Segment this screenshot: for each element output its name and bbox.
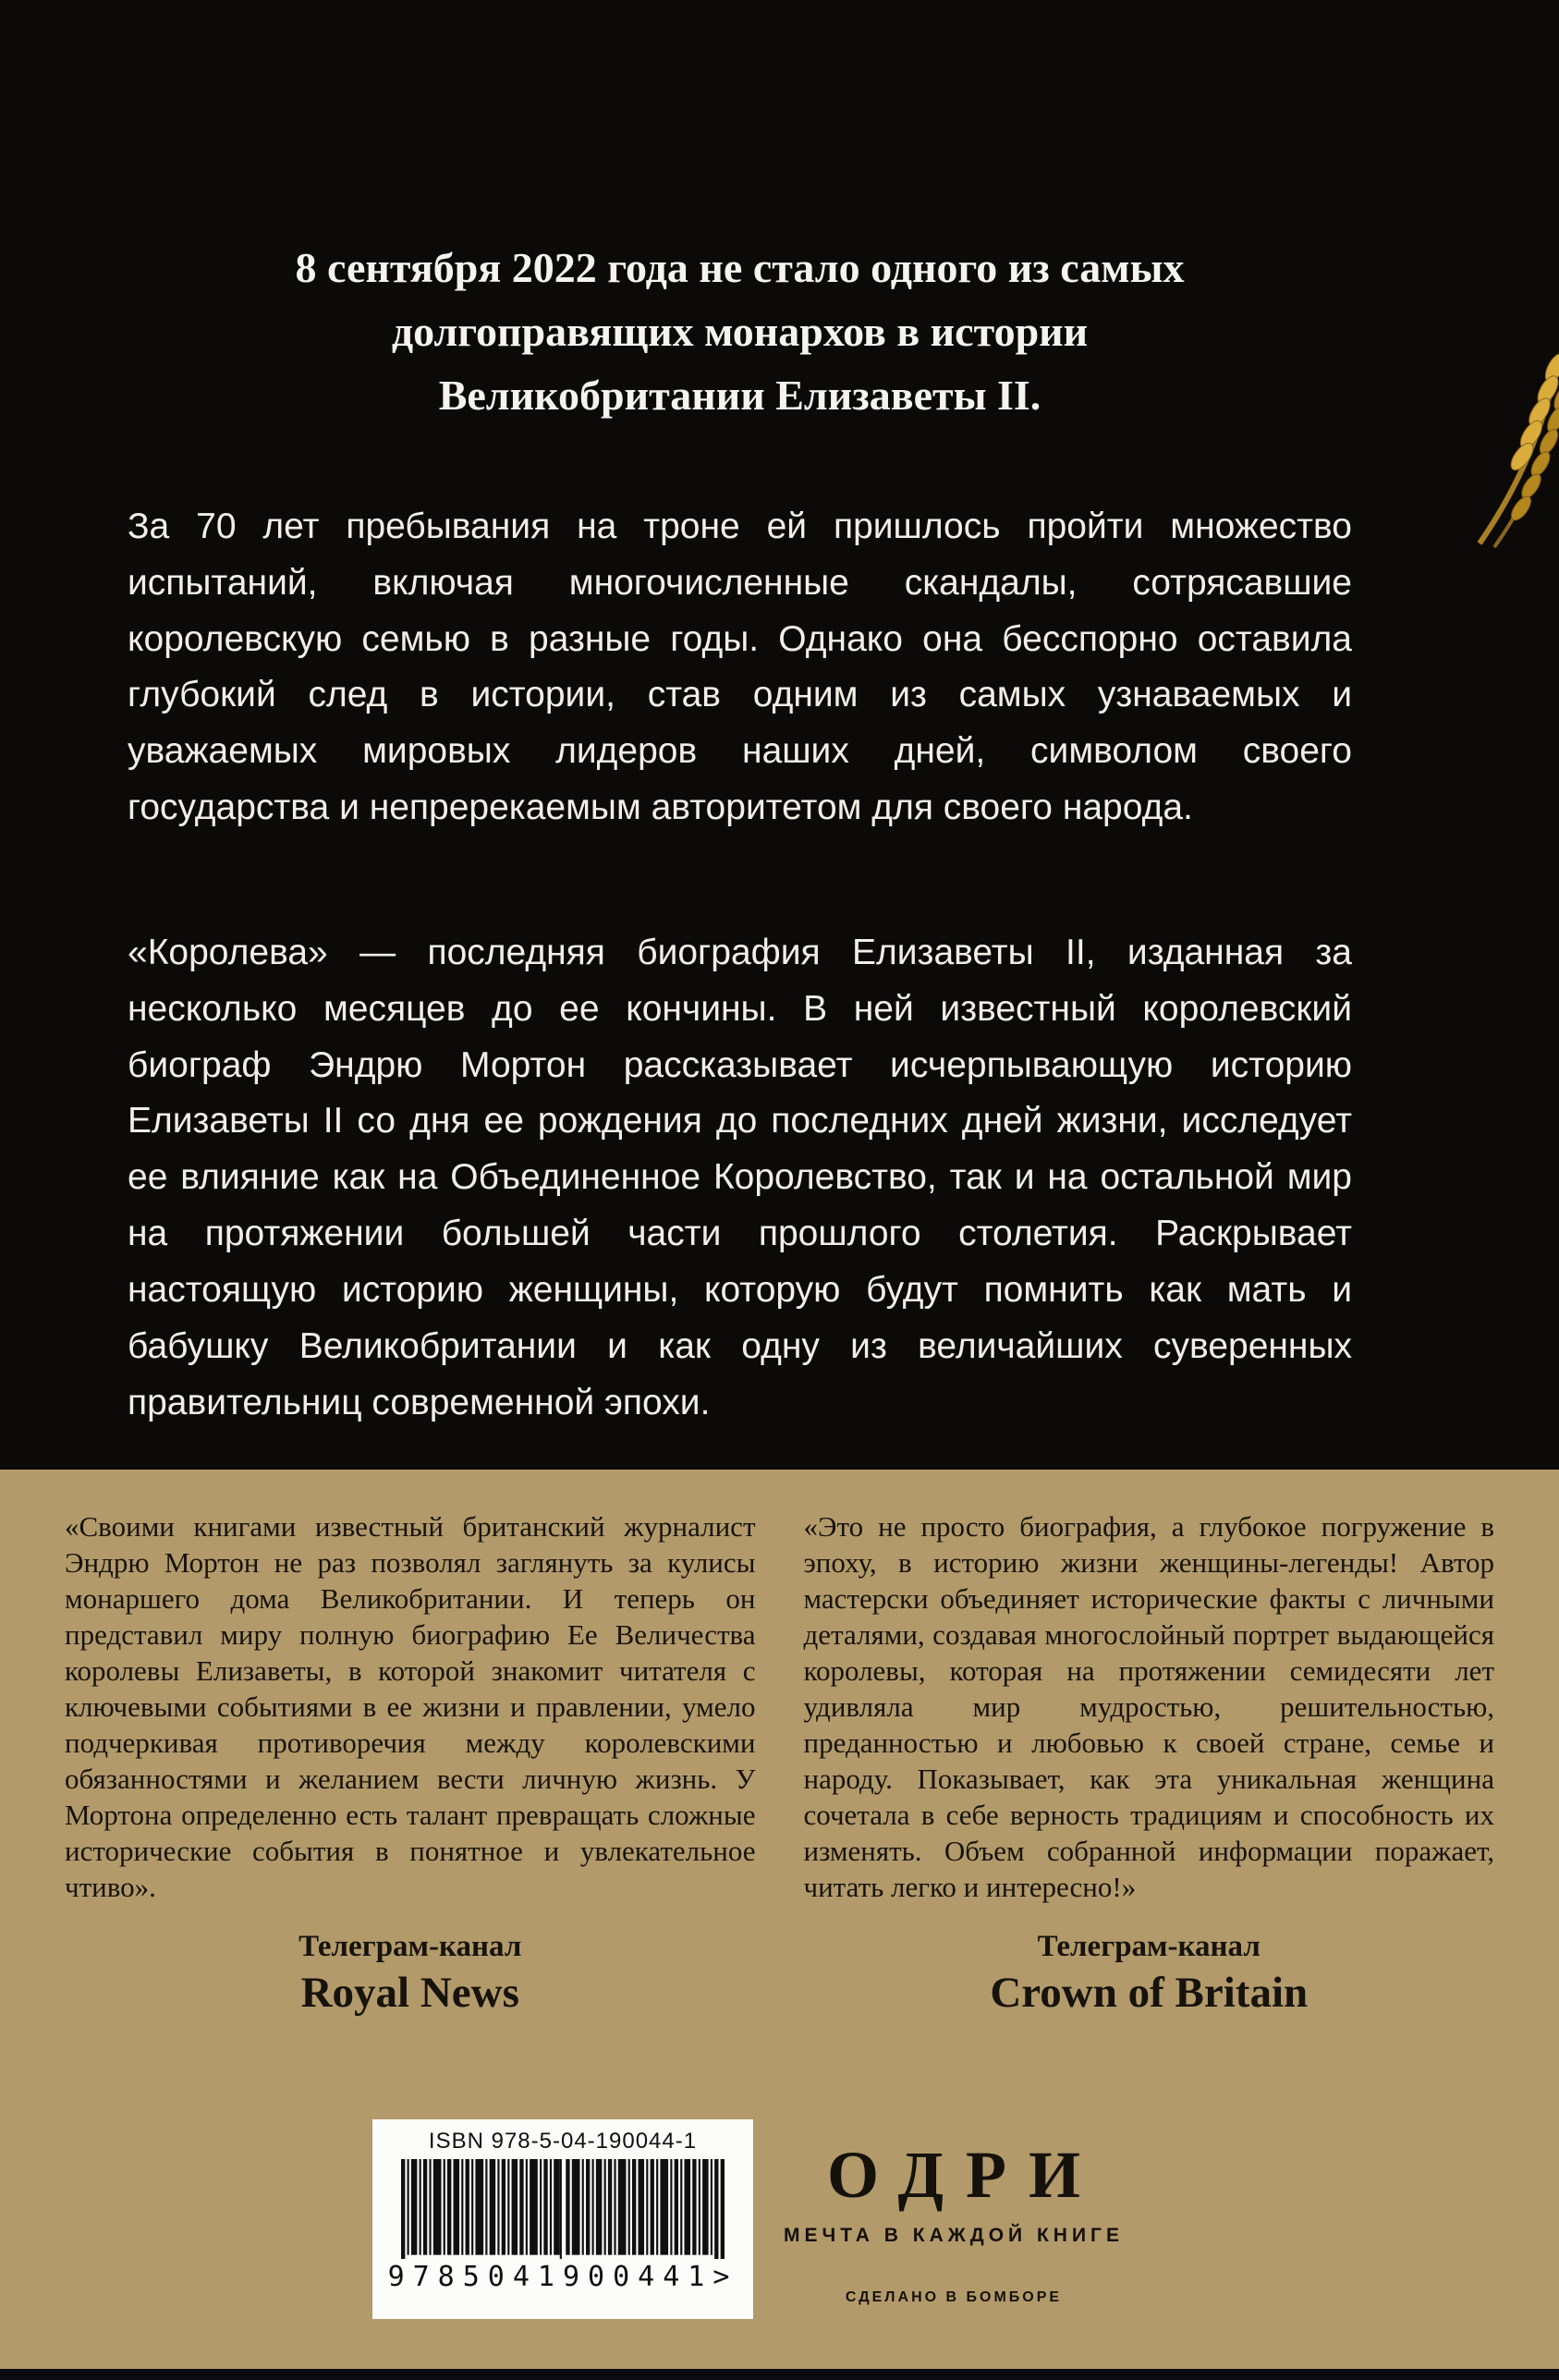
paragraph-1: За 70 лет пребывания на троне ей пришлось пройти множество испытаний, включая многочисленные скандалы, сотрясавшие королевскую семью в разные годы. Однако она бесспорно оставила глубокий след в истории, став одним из самых узнаваемых и уважаемых мировых лидеров наших дней, символом своего государства и непререкаемым авторитетом для своего народа. <box>128 507 1352 828</box>
quote-right-text: «Это не просто биография, а глубокое погружение в эпоху, в историю жизни женщины-легенды! Автор мастерски объединяет исторические факты с личными деталями, создавая многослойный портрет выдающейся королевы, которая на протяжении семидесяти лет удивляла мир мудростью, решительностью, преданностью и любовью к своей стране, семье и народу. Показывает, как эта уникальная женщина сочетала в себе верность традициям и способность их изменять. Объем собранной информации поражает, читать легко и интересно!» <box>803 1510 1494 1904</box>
barcode-box <box>372 2119 753 2319</box>
cover-bottom-edge <box>0 2369 1559 2380</box>
barcode-digits: 9785041900441 <box>387 2261 713 2293</box>
quote-left-text: «Своими книгами известный британский журналист Эндрю Мортон не раз позволял заглянуть за кулисы монаршего дома Великобритании. И теперь он представил миру полную биографию Ее Величества королевы Елизаветы, в которой знакомит читателя с ключевыми событиями в ее жизни и правлении, умело подчеркивая противоречия между королевскими обязанностями и желанием вести личную жизнь. У Мортона определенно есть талант превращать сложные исторические события в понятное и увлекательное чтиво». <box>65 1510 756 1904</box>
headline: 8 сентября 2022 года не стало одного из самых долгоправящих монархов в истории Великобритании Елизаветы II. <box>295 244 1185 419</box>
gold-wheat-ornament-icon <box>1463 342 1559 550</box>
publisher-block <box>760 2137 1148 2306</box>
quote-left-column <box>65 1508 756 2018</box>
paragraph-2: «Королева» — последняя биография Елизаветы II, изданная за несколько месяцев до ее кончины. В ней известный королевский биограф Эндрю Мортон рассказывает исчерпывающую историю Елизаветы II со дня ее рождения до последних дней жизни, исследует ее влияние как на Объединенное Королевство, так и на остальной мир на протяжении большей части прошлого столетия. Раскрывает настоящую историю женщины, которую будут помнить как мать и бабушку Великобритании и как одну из величайших суверенных правительниц современной эпохи. <box>128 932 1352 1422</box>
quote-right-source-name: Crown of Britain <box>990 1968 1309 2017</box>
quote-right-source-label: Телеграм-канал <box>1037 1929 1261 1963</box>
publisher-tagline: МЕЧТА В КАЖДОЙ КНИГЕ <box>784 2225 1124 2246</box>
barcode-icon <box>401 2159 725 2259</box>
publisher-made-in: СДЕЛАНО В БОМБОРЕ <box>845 2289 1063 2305</box>
barcode-suffix: > <box>713 2261 738 2293</box>
review-quotes <box>0 1470 1559 2018</box>
bottom-panel <box>0 1470 1559 2380</box>
publisher-logo: ОДРИ <box>827 2138 1102 2212</box>
quote-left-source-label: Телеграм-канал <box>298 1929 522 1963</box>
quote-right-column <box>804 1508 1495 2018</box>
isbn-text: ISBN 978-5-04-190044-1 <box>428 2129 698 2154</box>
barcode-number <box>388 2261 738 2293</box>
quote-left-source-name: Royal News <box>300 1968 519 2017</box>
